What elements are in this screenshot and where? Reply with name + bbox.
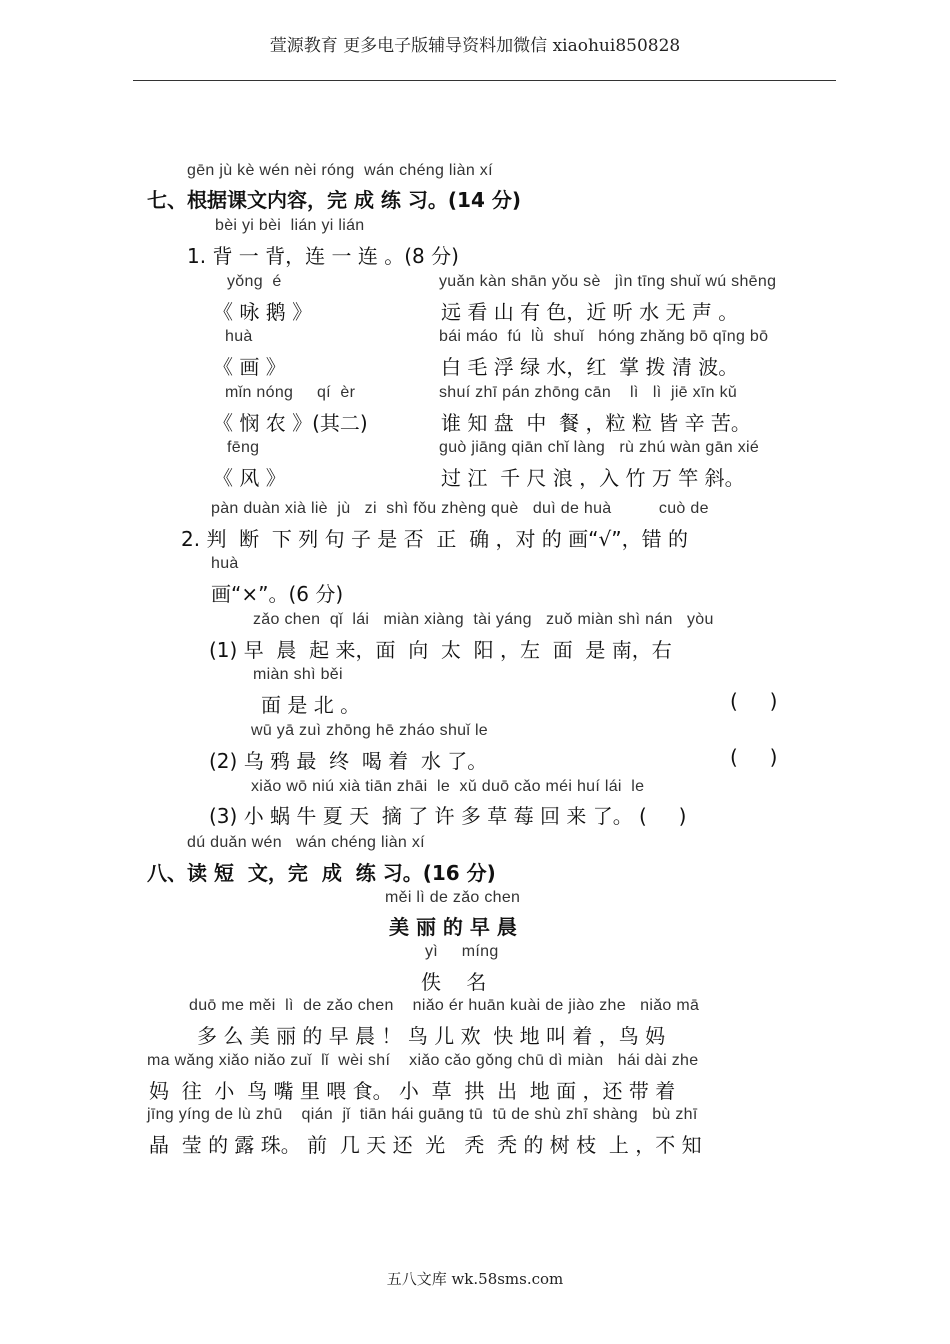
poem-title[interactable]: 《 悯 农 》(其二) [213,411,368,435]
poem-title[interactable]: 《 画 》 [213,355,286,379]
statement-1: (1) 早 晨 起 来，面 向 太 阳 ，左 面 是 南，右 [209,638,672,662]
story-line: 多 么 美 丽 的 早 晨 ！ 鸟 儿 欢 快 地 叫 着 ，鸟 妈 [197,1024,666,1048]
poem-title-pinyin: yǒng é [227,273,282,290]
poem-title[interactable]: 《 风 》 [213,466,286,490]
story-line-pinyin: jīng yíng de lù zhū qián jǐ tiān hái guāng tū tū de shù zhī shàng bù zhī [147,1106,698,1123]
story-line: 晶 莹 的 露 珠。 前 几 天 还 光 秃 秃 的 树 枝 上 ，不 知 [149,1133,702,1157]
story-line-pinyin: ma wǎng xiǎo niǎo zuǐ lǐ wèi shí xiǎo cǎo gǒng chū dì miàn hái dài zhe [147,1052,699,1069]
poem-line[interactable]: 远 看 山 有 色，近 听 水 无 声 。 [441,300,739,324]
q1-title: 1. 背 一 背，连 一 连 。(8 分) [187,244,459,268]
q2-instruction: 2. 判 断 下 列 句 子 是 否 正 确 ，对 的 画“√”，错 的 [181,527,688,551]
statement-pinyin: xiǎo wō niú xià tiān zhāi le xǔ duō cǎo méi huí lái le [251,778,645,795]
poem-line[interactable]: 谁 知 盘 中 餐 ，粒 粒 皆 辛 苦。 [441,411,751,435]
section7-pinyin: gēn jù kè wén nèi róng wán chéng liàn xí [187,162,493,179]
statement-pinyin: wū yā zuì zhōng hē zháo shuǐ le [251,722,489,739]
poem-title[interactable]: 《 咏 鹅 》 [213,300,313,324]
poem-title-pinyin: mǐn nóng qí èr [225,384,356,401]
poem-title-pinyin: fēng [227,439,260,456]
header-divider [133,80,836,81]
story-title-pinyin: měi lì de zǎo chen [385,889,521,906]
poem-line-pinyin: yuǎn kàn shān yǒu sè jìn tīng shuǐ wú shēng [439,273,777,290]
story-line: 妈 往 小 鸟 嘴 里 喂 食。 小 草 拱 出 地 面 ，还 带 着 [149,1079,676,1103]
poem-line[interactable]: 白 毛 浮 绿 水，红 掌 拨 清 波。 [441,355,739,379]
section8-pinyin: dú duǎn wén wán chéng liàn xí [187,834,425,851]
section8-title: 八、读 短 文，完 成 练 习。(16 分) [147,861,496,885]
statement-2: (2) 乌 鸦 最 终 喝 着 水 了。 [209,749,488,773]
q2-pinyin: pàn duàn xià liè jù zi shì fǒu zhèng què duì de huà cuò de [211,500,709,517]
page-header: 萱源教育 更多电子版辅导资料加微信 xiaohui850828 [269,36,681,56]
poem-title-pinyin: huà [225,328,253,345]
section7-title: 七、根据课文内容，完 成 练 习。(14 分) [147,188,521,212]
q1-pinyin: bèi yi bèi lián yi lián [215,217,365,234]
page-footer: 五八文库 wk.58sms.com [386,1270,564,1288]
poem-line-pinyin: bái máo fú lǜ shuǐ hóng zhǎng bō qīng bō [439,328,769,345]
story-author: 佚 名 [421,970,487,994]
answer-bracket[interactable]: ( ) [730,689,778,713]
statement-pinyin: zǎo chen qǐ lái miàn xiàng tài yáng zuǒ miàn shì nán yòu [253,611,714,628]
story-line-pinyin: duō me měi lì de zǎo chen niǎo ér huān kuài de jiào zhe niǎo mā [189,997,700,1014]
q2-instruction-cont: 画“×”。(6 分) [211,582,344,606]
statement-pinyin: miàn shì běi [253,666,343,683]
poem-line-pinyin: shuí zhī pán zhōng cān lì lì jiē xīn kǔ [439,384,738,401]
answer-bracket[interactable]: ( ) [730,745,778,769]
q2-pinyin: huà [211,555,239,572]
poem-line[interactable]: 过 江 千 尺 浪 ，入 竹 万 竿 斜。 [441,466,745,490]
story-title: 美 丽 的 早 晨 [389,915,517,939]
statement-1-cont: 面 是 北 。 [261,693,361,717]
story-author-pinyin: yì míng [425,943,499,960]
statement-3[interactable]: (3) 小 蜗 牛 夏 天 摘 了 许 多 草 莓 回 来 了。 ( ) [209,804,687,828]
poem-line-pinyin: guò jiāng qiān chǐ làng rù zhú wàn gān xié [439,439,760,456]
